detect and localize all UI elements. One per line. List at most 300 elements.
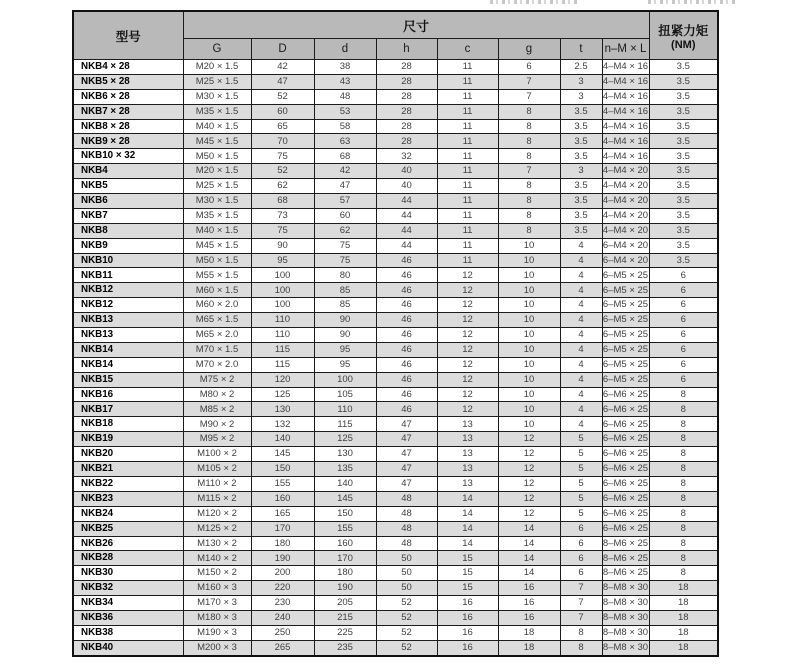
cell-h: 44 (376, 208, 437, 223)
cell-torque: 3.5 (649, 194, 718, 209)
cropped-text-fragment (648, 0, 738, 4)
cell-c: 12 (437, 298, 498, 313)
table-row (73, 432, 718, 447)
cell-d: 47 (314, 179, 376, 194)
cell-c: 16 (437, 625, 498, 640)
cell-h: 50 (376, 566, 437, 581)
cell-G: M60 × 2.0 (183, 298, 251, 313)
cell-t: 3.5 (560, 119, 602, 134)
cell-d: 38 (314, 60, 376, 75)
cell-torque: 3.5 (649, 74, 718, 89)
cell-G: M35 × 1.5 (183, 208, 251, 223)
table-row (73, 283, 718, 298)
cell-t: 8 (560, 625, 602, 640)
cell-D: 120 (251, 372, 314, 387)
cell-d: 110 (314, 402, 376, 417)
cell-G: M75 × 2 (183, 372, 251, 387)
cell-c: 11 (437, 208, 498, 223)
cell-t: 6 (560, 551, 602, 566)
cell-n-M-L: 6–M6 × 25 (602, 521, 649, 536)
cell-d: 130 (314, 447, 376, 462)
cell-c: 11 (437, 194, 498, 209)
cell-c: 14 (437, 491, 498, 506)
table-row (73, 328, 718, 343)
cell-h: 46 (376, 402, 437, 417)
cell-torque: 3.5 (649, 134, 718, 149)
table-row (73, 104, 718, 119)
cell-model: NKB13 (73, 313, 183, 328)
cell-D: 140 (251, 432, 314, 447)
cell-d: 160 (314, 536, 376, 551)
cell-n-M-L: 4–M4 × 16 (602, 149, 649, 164)
table-row (73, 268, 718, 283)
cell-d: 85 (314, 298, 376, 313)
cell-D: 265 (251, 640, 314, 655)
cell-torque: 3.5 (649, 223, 718, 238)
cell-model: NKB19 (73, 432, 183, 447)
cell-n-M-L: 4–M4 × 20 (602, 164, 649, 179)
cell-n-M-L: 6–M6 × 25 (602, 462, 649, 477)
cell-d: 145 (314, 491, 376, 506)
cell-d: 80 (314, 268, 376, 283)
cell-G: M170 × 3 (183, 596, 251, 611)
cell-g: 12 (498, 447, 560, 462)
cell-t: 3.5 (560, 223, 602, 238)
cell-t: 5 (560, 432, 602, 447)
cell-g: 10 (498, 372, 560, 387)
header-col-c: c (437, 39, 498, 60)
cell-D: 100 (251, 268, 314, 283)
cell-d: 85 (314, 283, 376, 298)
cell-g: 8 (498, 104, 560, 119)
cell-n-M-L: 6–M5 × 25 (602, 268, 649, 283)
cell-g: 12 (498, 506, 560, 521)
table-row (73, 476, 718, 491)
cell-h: 52 (376, 610, 437, 625)
cell-torque: 3.5 (649, 179, 718, 194)
table-row (73, 89, 718, 104)
cell-n-M-L: 4–M4 × 20 (602, 223, 649, 238)
cell-g: 8 (498, 119, 560, 134)
cell-D: 100 (251, 298, 314, 313)
cell-t: 6 (560, 536, 602, 551)
cell-t: 5 (560, 447, 602, 462)
table-row (73, 179, 718, 194)
cell-G: M140 × 2 (183, 551, 251, 566)
cell-D: 90 (251, 238, 314, 253)
cell-d: 58 (314, 119, 376, 134)
cell-n-M-L: 4–M4 × 16 (602, 104, 649, 119)
cell-g: 10 (498, 357, 560, 372)
cell-D: 180 (251, 536, 314, 551)
cell-c: 12 (437, 372, 498, 387)
cell-g: 10 (498, 328, 560, 343)
cell-model: NKB16 (73, 387, 183, 402)
cell-g: 18 (498, 640, 560, 655)
cell-model: NKB11 (73, 268, 183, 283)
cell-D: 145 (251, 447, 314, 462)
cell-c: 11 (437, 238, 498, 253)
cell-model: NKB20 (73, 447, 183, 462)
cell-G: M180 × 3 (183, 610, 251, 625)
header-torque-label: 扭紧力矩 (658, 23, 709, 38)
cell-h: 46 (376, 298, 437, 313)
cropped-text-fragment (490, 0, 578, 4)
table-row (73, 357, 718, 372)
cell-n-M-L: 6–M6 × 25 (602, 402, 649, 417)
cell-torque: 18 (649, 581, 718, 596)
cell-D: 52 (251, 164, 314, 179)
cell-t: 7 (560, 596, 602, 611)
cell-model: NKB17 (73, 402, 183, 417)
table-row (73, 298, 718, 313)
cell-G: M45 × 1.5 (183, 238, 251, 253)
cell-torque: 6 (649, 328, 718, 343)
table-row (73, 387, 718, 402)
cell-h: 46 (376, 313, 437, 328)
cell-model: NKB13 (73, 328, 183, 343)
cell-model: NKB24 (73, 506, 183, 521)
cell-g: 8 (498, 149, 560, 164)
cell-t: 4 (560, 253, 602, 268)
table-row (73, 74, 718, 89)
cell-t: 5 (560, 476, 602, 491)
cell-model: NKB36 (73, 610, 183, 625)
cell-D: 52 (251, 89, 314, 104)
cell-d: 68 (314, 149, 376, 164)
cell-n-M-L: 6–M5 × 25 (602, 328, 649, 343)
cell-n-M-L: 6–M5 × 25 (602, 342, 649, 357)
cell-torque: 8 (649, 506, 718, 521)
cell-d: 63 (314, 134, 376, 149)
cell-c: 11 (437, 179, 498, 194)
cell-t: 5 (560, 491, 602, 506)
cell-d: 90 (314, 328, 376, 343)
cell-t: 3.5 (560, 194, 602, 209)
cell-h: 46 (376, 283, 437, 298)
cell-G: M50 × 1.5 (183, 253, 251, 268)
table-row (73, 164, 718, 179)
cell-n-M-L: 4–M4 × 16 (602, 119, 649, 134)
table-row (73, 223, 718, 238)
cell-model: NKB5 × 28 (73, 74, 183, 89)
cell-n-M-L: 6–M5 × 25 (602, 298, 649, 313)
cell-torque: 18 (649, 625, 718, 640)
cell-D: 110 (251, 328, 314, 343)
table-row (73, 208, 718, 223)
cell-G: M105 × 2 (183, 462, 251, 477)
cell-model: NKB6 × 28 (73, 89, 183, 104)
header-col-h: h (376, 39, 437, 60)
cell-torque: 3.5 (649, 208, 718, 223)
cell-n-M-L: 4–M4 × 20 (602, 208, 649, 223)
cell-model: NKB14 (73, 342, 183, 357)
table-row (73, 372, 718, 387)
cell-d: 95 (314, 342, 376, 357)
cell-d: 150 (314, 506, 376, 521)
cell-D: 170 (251, 521, 314, 536)
cell-c: 14 (437, 521, 498, 536)
cell-torque: 8 (649, 432, 718, 447)
cell-n-M-L: 4–M4 × 16 (602, 60, 649, 75)
cell-d: 105 (314, 387, 376, 402)
cell-model: NKB14 (73, 357, 183, 372)
table-row (73, 60, 718, 75)
cell-torque: 8 (649, 417, 718, 432)
cell-g: 7 (498, 89, 560, 104)
cell-c: 11 (437, 60, 498, 75)
cell-n-M-L: 4–M4 × 20 (602, 194, 649, 209)
cell-torque: 8 (649, 521, 718, 536)
cell-n-M-L: 6–M6 × 25 (602, 432, 649, 447)
table-row (73, 149, 718, 164)
cell-h: 48 (376, 506, 437, 521)
cell-G: M25 × 1.5 (183, 179, 251, 194)
cell-G: M65 × 2.0 (183, 328, 251, 343)
cell-G: M70 × 2.0 (183, 357, 251, 372)
cell-c: 11 (437, 134, 498, 149)
cell-t: 2.5 (560, 60, 602, 75)
table-row (73, 194, 718, 209)
cell-h: 47 (376, 476, 437, 491)
header-torque (649, 11, 718, 60)
cell-d: 95 (314, 357, 376, 372)
table-row (73, 253, 718, 268)
table-row (73, 551, 718, 566)
cell-t: 3 (560, 74, 602, 89)
cell-c: 16 (437, 596, 498, 611)
cell-g: 8 (498, 223, 560, 238)
cell-h: 48 (376, 521, 437, 536)
table-row (73, 342, 718, 357)
table-row (73, 491, 718, 506)
cell-n-M-L: 8–M6 × 25 (602, 551, 649, 566)
cell-torque: 3.5 (649, 164, 718, 179)
cell-G: M55 × 1.5 (183, 268, 251, 283)
cell-t: 5 (560, 506, 602, 521)
cell-c: 13 (437, 476, 498, 491)
cell-G: M110 × 2 (183, 476, 251, 491)
table-row (73, 238, 718, 253)
cell-model: NKB4 (73, 164, 183, 179)
cell-g: 12 (498, 432, 560, 447)
table-row (73, 640, 718, 655)
cell-c: 15 (437, 566, 498, 581)
cell-c: 14 (437, 536, 498, 551)
cell-G: M35 × 1.5 (183, 104, 251, 119)
cell-torque: 6 (649, 268, 718, 283)
cell-D: 42 (251, 60, 314, 75)
cell-G: M95 × 2 (183, 432, 251, 447)
cell-n-M-L: 4–M4 × 16 (602, 89, 649, 104)
cell-h: 52 (376, 625, 437, 640)
table-row (73, 134, 718, 149)
cell-n-M-L: 8–M6 × 25 (602, 566, 649, 581)
header-col-G: G (183, 39, 251, 60)
cell-g: 12 (498, 462, 560, 477)
cell-G: M85 × 2 (183, 402, 251, 417)
cell-g: 14 (498, 521, 560, 536)
cell-D: 68 (251, 194, 314, 209)
cell-d: 170 (314, 551, 376, 566)
cell-G: M40 × 1.5 (183, 223, 251, 238)
cell-h: 40 (376, 164, 437, 179)
cell-G: M60 × 1.5 (183, 283, 251, 298)
table-body (73, 60, 718, 656)
cell-torque: 8 (649, 476, 718, 491)
cell-n-M-L: 8–M6 × 25 (602, 536, 649, 551)
cell-g: 7 (498, 164, 560, 179)
cell-model: NKB7 × 28 (73, 104, 183, 119)
cell-torque: 8 (649, 566, 718, 581)
cell-G: M115 × 2 (183, 491, 251, 506)
cell-d: 57 (314, 194, 376, 209)
cell-model: NKB8 (73, 223, 183, 238)
cell-D: 250 (251, 625, 314, 640)
cell-g: 7 (498, 74, 560, 89)
cell-model: NKB40 (73, 640, 183, 655)
header-dimensions: 尺寸 (183, 11, 649, 39)
cell-D: 200 (251, 566, 314, 581)
cell-torque: 8 (649, 536, 718, 551)
cell-d: 215 (314, 610, 376, 625)
cell-D: 190 (251, 551, 314, 566)
cell-d: 140 (314, 476, 376, 491)
cell-t: 4 (560, 268, 602, 283)
cell-c: 12 (437, 268, 498, 283)
cell-h: 28 (376, 89, 437, 104)
cell-G: M20 × 1.5 (183, 164, 251, 179)
cell-t: 4 (560, 313, 602, 328)
cell-t: 4 (560, 372, 602, 387)
header-col-n-M-L: n–M × L (602, 39, 649, 60)
cell-h: 28 (376, 119, 437, 134)
table-row (73, 581, 718, 596)
cell-D: 132 (251, 417, 314, 432)
cell-G: M160 × 3 (183, 581, 251, 596)
table-row (73, 447, 718, 462)
cell-D: 100 (251, 283, 314, 298)
cell-model: NKB6 (73, 194, 183, 209)
cell-h: 44 (376, 238, 437, 253)
header-col-g: g (498, 39, 560, 60)
cell-c: 11 (437, 74, 498, 89)
cell-torque: 6 (649, 372, 718, 387)
cell-h: 50 (376, 581, 437, 596)
cell-model: NKB26 (73, 536, 183, 551)
cell-torque: 8 (649, 551, 718, 566)
cell-h: 44 (376, 194, 437, 209)
cell-G: M120 × 2 (183, 506, 251, 521)
cell-n-M-L: 6–M6 × 25 (602, 387, 649, 402)
cell-torque: 18 (649, 640, 718, 655)
cell-h: 47 (376, 447, 437, 462)
cell-d: 180 (314, 566, 376, 581)
cell-D: 95 (251, 253, 314, 268)
cell-g: 10 (498, 268, 560, 283)
cell-c: 11 (437, 253, 498, 268)
cell-model: NKB10 (73, 253, 183, 268)
cell-model: NKB21 (73, 462, 183, 477)
cell-D: 165 (251, 506, 314, 521)
cell-h: 46 (376, 372, 437, 387)
cell-h: 46 (376, 268, 437, 283)
cell-c: 12 (437, 313, 498, 328)
cell-g: 14 (498, 536, 560, 551)
cell-D: 70 (251, 134, 314, 149)
cell-n-M-L: 6–M5 × 25 (602, 357, 649, 372)
cell-D: 130 (251, 402, 314, 417)
cell-g: 16 (498, 581, 560, 596)
cell-D: 65 (251, 119, 314, 134)
cell-n-M-L: 8–M8 × 30 (602, 640, 649, 655)
cell-h: 47 (376, 417, 437, 432)
cell-n-M-L: 4–M4 × 20 (602, 179, 649, 194)
cell-n-M-L: 6–M4 × 20 (602, 238, 649, 253)
cell-c: 11 (437, 164, 498, 179)
table-row (73, 462, 718, 477)
cell-G: M190 × 3 (183, 625, 251, 640)
table-row (73, 402, 718, 417)
cell-n-M-L: 8–M8 × 30 (602, 610, 649, 625)
cell-D: 160 (251, 491, 314, 506)
header-model: 型号 (73, 11, 183, 60)
cell-torque: 8 (649, 387, 718, 402)
cell-torque: 6 (649, 283, 718, 298)
spec-table (72, 10, 719, 657)
cell-torque: 8 (649, 491, 718, 506)
cell-torque: 3.5 (649, 238, 718, 253)
cell-c: 12 (437, 283, 498, 298)
cell-torque: 3.5 (649, 149, 718, 164)
cell-t: 4 (560, 402, 602, 417)
cell-D: 240 (251, 610, 314, 625)
cell-model: NKB34 (73, 596, 183, 611)
cell-torque: 3.5 (649, 104, 718, 119)
cell-model: NKB8 × 28 (73, 119, 183, 134)
cell-h: 28 (376, 104, 437, 119)
cell-n-M-L: 6–M6 × 25 (602, 506, 649, 521)
cell-g: 10 (498, 253, 560, 268)
cell-t: 3 (560, 164, 602, 179)
cell-c: 12 (437, 387, 498, 402)
cell-model: NKB38 (73, 625, 183, 640)
cell-h: 28 (376, 134, 437, 149)
cell-torque: 3.5 (649, 253, 718, 268)
cell-g: 10 (498, 298, 560, 313)
cell-d: 43 (314, 74, 376, 89)
header-col-d: d (314, 39, 376, 60)
cell-t: 4 (560, 387, 602, 402)
cell-c: 11 (437, 119, 498, 134)
cell-t: 4 (560, 298, 602, 313)
cell-d: 235 (314, 640, 376, 655)
cell-model: NKB4 × 28 (73, 60, 183, 75)
cell-n-M-L: 6–M5 × 25 (602, 313, 649, 328)
cell-n-M-L: 8–M8 × 30 (602, 581, 649, 596)
cell-t: 3.5 (560, 208, 602, 223)
cell-g: 14 (498, 551, 560, 566)
cell-d: 42 (314, 164, 376, 179)
cell-model: NKB9 (73, 238, 183, 253)
cell-h: 47 (376, 432, 437, 447)
cell-D: 150 (251, 462, 314, 477)
cell-t: 6 (560, 521, 602, 536)
cell-d: 90 (314, 313, 376, 328)
cell-t: 6 (560, 566, 602, 581)
cell-c: 15 (437, 551, 498, 566)
table-row (73, 417, 718, 432)
